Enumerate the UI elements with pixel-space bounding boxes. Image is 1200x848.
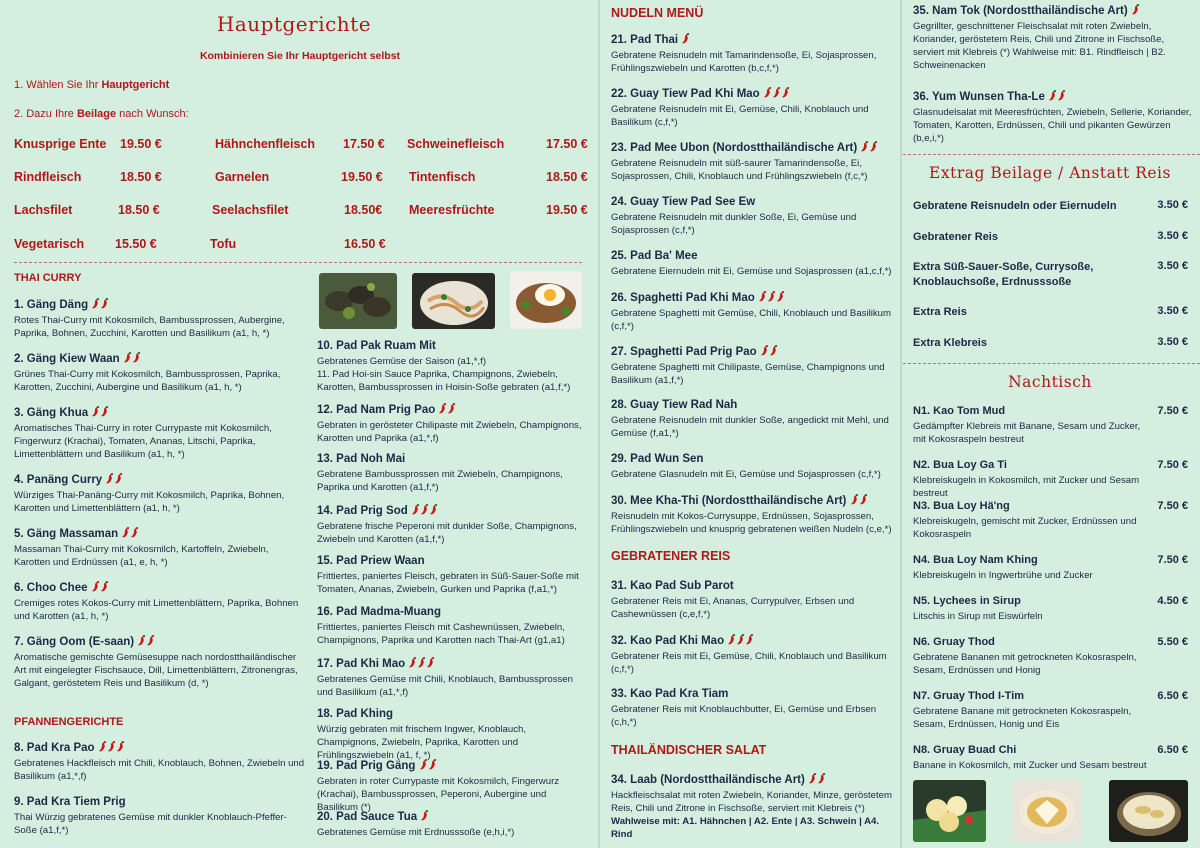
menu-item-desc: Gebraten in roter Currypaste mit Kokosmilch, Fingerwurz (Krachai), Bambussprossen, Peperoni, Aubergine und Basilikum (*) [317,776,560,813]
menu-item [14,635,304,690]
chili-icon [417,657,426,668]
menu-item-name: 35. Nam Tok (Nordostthailändische Art) [913,4,1193,17]
menu-item [317,504,585,546]
menu-item [317,403,585,445]
chili-icon [758,291,767,302]
step-2-suffix: nach Wunsch: [116,108,189,120]
menu-item-desc: Thai Würzig gebratenes Gemüse mit dunkler Knoblauch-Pfeffer-Soße (a1,f,*) [14,812,287,836]
extra-item-name: Gebratene Reisnudeln oder Eiernudeln [913,200,1117,212]
menu-item-desc: Gebratene Bambussprossen mit Zwiebeln, Champignons, Paprika und Karotten (a1,f,*) [317,469,563,493]
extra-item-price: 3.50 € [1157,230,1188,242]
dessert-photo-2 [1013,780,1081,842]
menu-item-name: 20. Pad Sauce Tua [317,810,585,823]
main-title: Hauptgerichte [216,12,372,36]
dessert-item [913,500,1188,541]
menu-item-name: 22. Guay Tiew Pad Khi Mao [611,87,896,100]
chili-icon [760,345,769,356]
chili-icon [869,141,878,152]
menu-item-name: 17. Pad Khi Mao [317,657,585,670]
dessert-item-name: N8. Gruay Buad Chi [913,744,1017,756]
chili-icon [776,291,785,302]
menu-item-desc: Gebratener Reis mit Ei, Gemüse, Chili, Knoblauch und Basilikum (c,f,*) [611,651,887,675]
menu-item [611,345,896,387]
mussels-photo [319,273,397,329]
dessert-item-desc: Gebratene Banane mit getrockneten Kokosraspeln, Sesam, Erdnüssen, Honig und Eis [913,706,1132,730]
extra-item-name: Extra Süß-Sauer-Soße, Currysoße, Knoblauchsoße, Erdnusssoße [913,261,1094,288]
menu-item-desc: 11. Pad Hoi-sin Sauce Paprika, Champignons, Zwiebeln, Karotten, Bambussprossen in Hoisin-Soße gebraten (a1,f,*) [317,369,571,393]
menu-item-name: 32. Kao Pad Khi Mao [611,634,896,647]
menu-item [317,453,585,494]
dessert-item-desc: Litschis in Sirup mit Eiswürfeln [913,611,1043,622]
protein-price: 15.50 € [115,237,157,251]
menu-item-name: 1. Gäng Däng [14,298,304,311]
chili-icon [114,473,123,484]
dessert-item [913,744,1188,772]
chili-icon [1131,4,1140,15]
menu-item-desc: Gebratenes Hackfleisch mit Chili, Knoblauch, Bohnen, Zwiebeln und Basilikum (a1,*,f) [14,758,305,782]
dessert-item-desc: Klebreiskugeln in Ingwerbrühe und Zucker [913,570,1093,581]
kra-pao-photo [510,271,582,329]
chili-icon [91,406,100,417]
menu-item-desc: Gebratene Reisnudeln mit Ei, Gemüse, Chili, Knoblauch und Basilikum (c,f,*) [611,104,869,128]
protein-option: Tofu [210,237,237,251]
main-subtitle: Kombinieren Sie Ihr Hauptgericht selbst [199,50,401,62]
menu-item-desc: Aromatisches Thai-Curry in roter Currypaste mit Kokosmilch, Fingerwurz (Krachai), Tomaten, Ananas, Litschi, Paprika, Limettenblättern und Basilikum (a1, h, *) [14,423,272,460]
dessert-photo-3 [1109,780,1188,842]
menu-item-desc: Gebratene frische Peperoni mit dunkler Soße, Champignons, Zwiebeln und Karotten (a1,f,*) [317,521,577,545]
dessert-item [913,636,1188,677]
chili-icon [769,345,778,356]
dessert-item-name: N7. Gruay Thod I-Tim [913,690,1025,702]
dessert-item-price: 6.50 € [1157,690,1188,702]
menu-item [611,250,896,278]
chili-icon [681,33,690,44]
dessert-title: Nachtisch [1008,373,1092,391]
chili-icon [98,741,107,752]
extra-item [913,199,1188,214]
protein-option: Knusprige Ente [14,137,107,151]
extra-item [913,336,1188,351]
menu-item-desc-options: Wahlweise mit: A1. Hähnchen | A2. Ente | A3. Schwein | A4. Rind [611,816,880,840]
menu-item-name: 29. Pad Wun Sen [611,453,704,465]
extra-item-price: 3.50 € [1157,336,1188,348]
chili-icon [429,504,438,515]
extra-item [913,260,1188,290]
protein-option: Meeresfrüchte [409,203,495,217]
menu-item-desc: Gebratene Spaghetti mit Chilipaste, Gemüse, Champignons und Basilikum (a1,f,*) [611,362,885,386]
menu-item [611,634,896,676]
menu-item-desc: Reisnudeln mit Kokos-Currysuppe, Erdnüssen, Sojasprossen, Frühlingszwiebeln und knusprig gebratenen weißen Nudeln (c,e,*) [611,511,892,535]
section-divider [903,154,1200,155]
menu-item-desc: Gebratenes Gemüse mit Chili, Knoblauch, Bambussprossen und Basilikum (a1,*,f) [317,674,573,698]
menu-item-desc: Gebratenes Gemüse mit Erdnusssoße (e,h,i,*) [317,827,515,838]
menu-item-desc: Rotes Thai-Curry mit Kokosmilch, Bambussprossen, Aubergine, Paprika, Bohnen, Zucchini, Karotten und Basilikum (a1, h, *) [14,315,285,339]
menu-item-desc: Gebratener Reis mit Knoblauchbutter, Ei, Gemüse und Erbsen (c,h,*) [611,704,877,728]
menu-item-desc: Massaman Thai-Curry mit Kokosmilch, Kartoffeln, Zwiebeln, Karotten und Erdnüssen (a1, e, h, *) [14,544,269,568]
step-1-text: 1. Wählen Sie Ihr [14,79,102,91]
extra-item [913,230,1188,245]
extra-item-name: Extra Klebreis [913,337,987,349]
menu-item [14,406,304,461]
extras-title: Extrag Beilage / Anstatt Reis [929,164,1171,182]
chili-icon [91,298,100,309]
menu-item [913,4,1193,72]
menu-item-desc: Gebratene Reisnudeln mit dunkler Soße, angedickt mit Mehl, und Gemüse (f,a1,*) [611,415,889,439]
menu-item [611,688,896,729]
menu-item [317,759,585,814]
noodles-heading: NUDELN MENÜ [611,6,704,20]
chili-icon [447,403,456,414]
menu-item-desc: Frittiertes, paniertes Fleisch, gebraten in Süß-Sauer-Soße mit Tomaten, Ananas, Zwiebeln, Gurken und Paprika (f,a1,*) [317,571,579,595]
menu-item [14,298,304,340]
protein-price: 18.50€ [344,203,383,217]
chili-icon [408,657,417,668]
noodles-photo [412,273,495,329]
dessert-photo-1 [913,780,986,842]
menu-item [611,399,896,440]
chili-icon [808,773,817,784]
dessert-item [913,595,1188,623]
chili-icon [772,87,781,98]
menu-item [317,657,585,699]
menu-item [611,773,896,841]
menu-item-desc: Gegrillter, geschnittener Fleischsalat mit roten Zwiebeln, Koriander, geröstetem Reis, Chili und Zitrone in Fischsoße, serviert mit Klebreis (*) Wahlweise mit: B1. Rindfleisch | B2. Schweinenacken [913,21,1166,71]
chili-icon [123,352,132,363]
chili-icon [411,504,420,515]
menu-item-name: 26. Spaghetti Pad Khi Mao [611,291,896,304]
menu-item [14,796,309,837]
menu-item [14,527,304,569]
menu-item-desc: Gebraten in gerösteter Chilipaste mit Zwiebeln, Champignons, Karotten und Paprika (a1,*,f) [317,420,582,444]
chili-icon [767,291,776,302]
section-divider [903,363,1200,364]
protein-price: 19.50 € [341,170,383,184]
chili-icon [1057,90,1066,101]
chili-icon [860,141,869,152]
menu-item-name: 8. Pad Kra Pao [14,741,309,754]
dessert-item-name: N3. Bua Loy Hä'ng [913,500,1010,512]
chili-icon [137,635,146,646]
extra-item-name: Extra Reis [913,306,967,318]
protein-option: Tintenfisch [409,170,476,184]
chili-icon [736,634,745,645]
menu-item [317,810,585,839]
menu-item-name: 30. Mee Kha-Thi (Nordostthailändische Art) [611,494,896,507]
protein-option: Seelachsfilet [212,203,289,217]
protein-price: 17.50 € [546,137,588,151]
menu-item-name: 3. Gäng Khua [14,406,304,419]
menu-item-desc: Gebratener Reis mit Ei, Ananas, Currypulver, Erbsen und Cashewnüssen (c,e,f,*) [611,596,855,620]
menu-item [611,196,896,237]
menu-item-desc: Würzig gebraten mit frischem Ingwer, Knoblauch, Champignons, Zwiebeln, Paprika, Karotten und Frühlingszwiebeln (a1, f, *) [317,724,527,761]
menu-item-name: 25. Pad Ba' Mee [611,250,698,262]
protein-option: Garnelen [215,170,270,184]
menu-item-name: 13. Pad Noh Mai [317,453,406,465]
menu-item [611,141,896,183]
chili-icon [419,759,428,770]
extra-item-price: 3.50 € [1157,260,1188,272]
dessert-item-price: 7.50 € [1157,554,1188,566]
menu-item-desc: Gebratenes Gemüse der Saison (a1,*,f) [317,356,487,367]
menu-item-name: 4. Panäng Curry [14,473,304,486]
menu-item-name: 21. Pad Thai [611,33,896,46]
dessert-item-name: N4. Bua Loy Nam Khing [913,554,1038,566]
chili-icon [781,87,790,98]
dessert-item [913,405,1188,446]
menu-item-name: 33. Kao Pad Kra Tiam [611,688,729,700]
protein-option: Lachsfilet [14,203,73,217]
chili-icon [763,87,772,98]
chili-icon [91,581,100,592]
chili-icon [107,741,116,752]
menu-item-name: 10. Pad Pak Ruam Mit [317,340,436,352]
dessert-item-desc: Klebreiskugeln, gemischt mit Zucker, Erdnüssen und Kokosraspeln [913,516,1137,540]
extra-item-name: Gebratener Reis [913,231,998,243]
menu-item [14,581,304,623]
menu-item-desc: Glasnudelsalat mit Meeresfrüchten, Zwiebeln, Sellerie, Koriander, Tomaten, Karotten, Erdnüssen, Chili und pikanten Gewürzen (b,e,i,*) [913,107,1192,144]
thai-curry-heading: THAI CURRY [14,272,82,284]
menu-item-name: 24. Guay Tiew Pad See Ew [611,196,756,208]
column-divider [900,0,902,848]
menu-item-name: 23. Pad Mee Ubon (Nordostthailändische Art) [611,141,896,154]
chili-icon [428,759,437,770]
menu-item [611,453,896,481]
menu-item-name: 9. Pad Kra Tiem Prig [14,796,126,808]
menu-item-name: 27. Spaghetti Pad Prig Pao [611,345,896,358]
step-1 [14,79,169,91]
menu-item-name: 28. Guay Tiew Rad Nah [611,399,738,411]
chili-icon [146,635,155,646]
chili-icon [817,773,826,784]
menu-item-name: 7. Gäng Oom (E-saan) [14,635,304,648]
chili-icon [745,634,754,645]
dessert-item [913,459,1188,500]
dessert-item-desc: Banane in Kokosmilch, mit Zucker und Sesam bestreut [913,760,1147,771]
protein-price: 16.50 € [344,237,386,251]
step-2-text: 2. Dazu Ihre [14,108,77,120]
dessert-item-price: 4.50 € [1157,595,1188,607]
menu-item [611,87,896,129]
menu-item-name: 18. Pad Khing [317,708,394,720]
menu-item [14,352,304,394]
extra-item [913,305,1188,320]
chili-icon [420,810,429,821]
menu-item-desc: Grünes Thai-Curry mit Kokosmilch, Bambussprossen, Paprika, Karotten, Zucchini, Aubergine und Basilikum (a1, h, *) [14,369,281,393]
menu-item [611,494,896,536]
menu-item-desc: Gebratene Reisnudeln mit Tamarindensoße, Ei, Sojasprossen, Frühlingszwiebeln und Karotten (b,c,f,*) [611,50,877,74]
chili-icon [859,494,868,505]
chili-icon [116,741,125,752]
menu-item-name: 14. Pad Prig Sod [317,504,585,517]
protein-price: 17.50 € [343,137,385,151]
chili-icon [132,352,141,363]
step-1-bold: Hauptgericht [101,79,170,91]
menu-item-name: 36. Yum Wunsen Tha-Le [913,90,1193,103]
menu-item-name: 31. Kao Pad Sub Parot [611,580,734,592]
salad-heading: THAILÄNDISCHER SALAT [611,743,767,757]
menu-item-desc: Gebratene Spaghetti mit Gemüse, Chili, Knoblauch und Basilikum (c,f,*) [611,308,891,332]
menu-item-desc: Aromatische gemischte Gemüsesuppe nach nordostthailändischer Art mit eingelegter Fischsauce, Dill, Limettenblättern, Zitronengras, Galgant, geröstetem Reis und Basilikum (d, *) [14,652,298,689]
chili-icon [100,406,109,417]
dessert-item-name: N2. Bua Loy Ga Ti [913,459,1007,471]
menu-item [317,555,585,596]
menu-item-name: 2. Gäng Kiew Waan [14,352,304,365]
menu-item-desc: Gebratene Glasnudeln mit Ei, Gemüse und Sojasprossen (c,f,*) [611,469,881,480]
chili-icon [1048,90,1057,101]
dessert-item-desc: Klebreiskugeln in Kokosmilch, mit Zucker und Sesam bestreut [913,475,1140,499]
chili-icon [105,473,114,484]
protein-option: Rindfleisch [14,170,82,184]
chili-icon [121,527,130,538]
protein-price: 18.50 € [118,203,160,217]
menu-item-name: 16. Pad Madma-Muang [317,606,441,618]
dessert-item-name: N6. Gruay Thod [913,636,995,648]
chili-icon [438,403,447,414]
dessert-item-price: 7.50 € [1157,500,1188,512]
dessert-item-price: 7.50 € [1157,405,1188,417]
dessert-item [913,554,1188,582]
protein-price: 18.50 € [546,170,588,184]
chili-icon [727,634,736,645]
chili-icon [100,581,109,592]
fried-rice-heading: GEBRATENER REIS [611,549,731,563]
menu-item-name: 6. Choo Chee [14,581,304,594]
dessert-item-price: 6.50 € [1157,744,1188,756]
chili-icon [850,494,859,505]
column-divider [598,0,600,848]
menu-item [317,708,585,762]
protein-price: 19.50 € [546,203,588,217]
menu-item-desc: Gebratene Eiernudeln mit Ei, Gemüse und Sojasprossen (a1,c,f,*) [611,266,892,277]
chili-icon [130,527,139,538]
menu-item [611,291,896,333]
dessert-item-name: N5. Lychees in Sirup [913,595,1021,607]
protein-option: Hähnchenfleisch [215,137,316,151]
menu-item [14,473,304,515]
pfannengerichte-heading: PFANNENGERICHTE [14,716,124,728]
step-2 [14,108,189,120]
chili-icon [420,504,429,515]
menu-item-name: 19. Pad Prig Gäng [317,759,585,772]
dessert-item-desc: Gebratene Bananen mit getrockneten Kokosraspeln, Sesam, Erdnüssen und Honig [913,652,1137,676]
dessert-item-desc: Gedämpfter Klebreis mit Banane, Sesam und Zucker, mit Kokosraspeln bestreut [913,421,1141,445]
menu-item [611,33,896,75]
dessert-item-name: N1. Kao Tom Mud [913,405,1006,417]
section-divider [14,262,582,263]
menu-item-desc: Gebratene Reisnudeln mit süß-saurer Tamarindensoße, Ei, Sojasprossen, Chili, Knoblauch und Frühlingszwiebeln (f,c,*) [611,158,868,182]
menu-item-desc: Cremiges rotes Kokos-Curry mit Limettenblättern, Paprika, Bohnen und Karotten (a1, h, *) [14,598,299,622]
protein-option: Schweinefleisch [407,137,505,151]
menu-item-name: 34. Laab (Nordostthailändische Art) [611,773,896,786]
menu-item-name: 15. Pad Priew Waan [317,555,425,567]
protein-price: 18.50 € [120,170,162,184]
dessert-item-price: 7.50 € [1157,459,1188,471]
menu-item-desc: Frittiertes, paniertes Fleisch mit Cashewnüssen, Zwiebeln, Champignons, Paprika und Karotten nach Thai-Art (g1,a1) [317,622,565,646]
step-2-bold: Beilage [76,108,117,120]
menu-item [611,580,896,621]
menu-item [317,606,585,647]
extra-item-price: 3.50 € [1157,305,1188,317]
chili-icon [100,298,109,309]
chili-icon [426,657,435,668]
dessert-item-price: 5.50 € [1157,636,1188,648]
menu-item-name: 5. Gäng Massaman [14,527,304,540]
protein-price: 19.50 € [120,137,162,151]
protein-option: Vegetarisch [14,237,85,251]
menu-item-desc: Würziges Thai-Panäng-Curry mit Kokosmilch, Paprika, Bohnen, Karotten und Limettenblättern (a1, h, *) [14,490,285,514]
menu-item-name: 12. Pad Nam Prig Pao [317,403,585,416]
extra-item-price: 3.50 € [1157,199,1188,211]
menu-item-desc: Gebratene Reisnudeln mit dunkler Soße, Ei, Gemüse und Sojasprossen (c,f,*) [611,212,857,236]
menu-item [14,741,309,783]
dessert-item [913,690,1188,731]
menu-item [913,90,1193,145]
menu-item-desc: Hackfleischsalat mit roten Zwiebeln, Koriander, Minze, geröstetem Reis, Chili und Zitrone in Fischsoße, serviert mit Klebreis (*) [611,790,893,814]
menu-item [317,340,585,394]
